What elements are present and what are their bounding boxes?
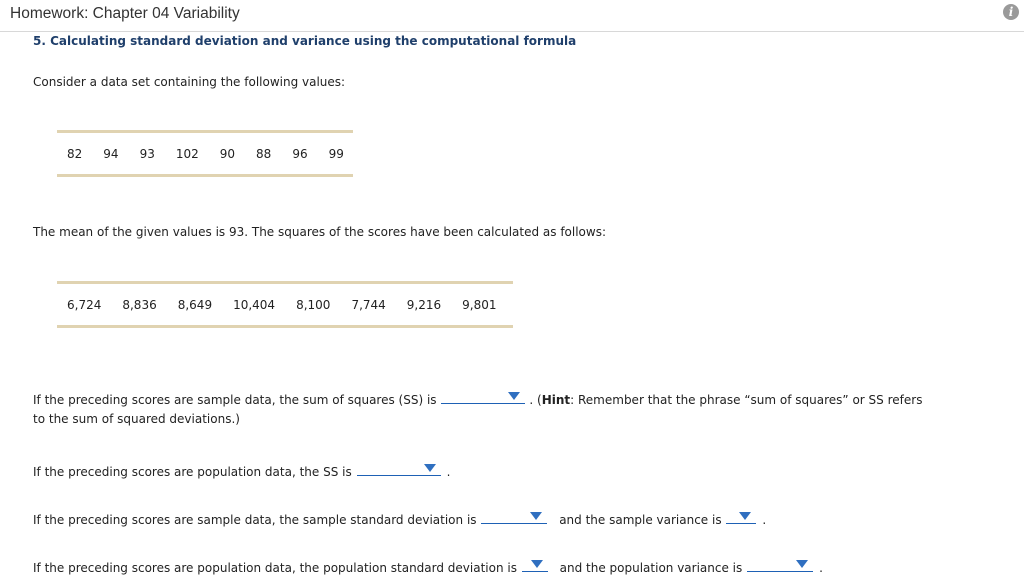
prompt-text: If the preceding scores are sample data, the sample standard deviation is: [33, 513, 477, 527]
question-population-ss: [33, 460, 450, 479]
square-cell: 8,100: [296, 297, 331, 312]
hint-text-line2: to the sum of squared deviations.): [33, 412, 240, 426]
hint-label: Hint: [541, 393, 571, 407]
value-cell: 102: [175, 146, 199, 161]
values-table: [57, 130, 353, 177]
prompt-text: and the sample variance is: [559, 513, 722, 527]
chevron-down-icon: [796, 560, 808, 568]
value-cell: 96: [292, 146, 308, 161]
prompt-text: If the preceding scores are population data, the population standard deviation is: [33, 561, 517, 575]
value-cell: 88: [256, 146, 272, 161]
value-cell: 90: [219, 146, 236, 161]
punct: . (: [529, 393, 542, 407]
chevron-down-icon: [424, 464, 436, 472]
chevron-down-icon: [508, 392, 520, 400]
chevron-down-icon: [530, 512, 542, 520]
page-title: Homework: Chapter 04 Variability: [10, 5, 240, 22]
punct: .: [762, 513, 767, 527]
square-cell: 8,836: [122, 297, 157, 312]
header-bar: [0, 0, 1024, 32]
question-sample-ss: [33, 388, 922, 407]
value-cell: 93: [139, 146, 155, 161]
squares-table: [57, 281, 513, 328]
population-sd-dropdown[interactable]: [522, 556, 548, 572]
value-cell: 82: [67, 146, 83, 161]
square-cell: 7,744: [351, 297, 386, 312]
question-sample-sd-variance: [33, 508, 766, 527]
sample-ss-dropdown[interactable]: [441, 388, 525, 404]
question-population-sd-variance: [33, 556, 823, 575]
question-title: 5. Calculating standard deviation and variance using the computational formula: [33, 34, 577, 48]
chevron-down-icon: [739, 512, 751, 520]
population-ss-dropdown[interactable]: [357, 460, 441, 476]
intro-text: Consider a data set containing the following values:: [33, 75, 346, 89]
square-cell: 10,404: [233, 297, 276, 312]
prompt-text: and the population variance is: [559, 561, 743, 575]
value-cell: 94: [103, 146, 119, 161]
sample-sd-dropdown[interactable]: [481, 508, 547, 524]
square-cell: 8,649: [177, 297, 213, 312]
punct: .: [446, 465, 451, 479]
square-cell: 9,801: [462, 297, 497, 312]
population-variance-dropdown[interactable]: [747, 556, 813, 572]
punct: .: [819, 561, 823, 575]
chevron-down-icon: [531, 560, 543, 568]
sample-variance-dropdown[interactable]: [726, 508, 756, 524]
mean-text: The mean of the given values is 93. The squares of the scores have been calculated as follows:: [33, 225, 607, 239]
hint-text: : Remember that the phrase “sum of squares” or SS refers: [570, 393, 923, 407]
square-cell: 9,216: [406, 297, 442, 312]
value-cell: 99: [328, 146, 344, 161]
prompt-text: If the preceding scores are population data, the SS is: [33, 465, 352, 479]
info-icon[interactable]: i: [1003, 4, 1019, 20]
prompt-text: If the preceding scores are sample data, the sum of squares (SS) is: [33, 393, 437, 407]
square-cell: 6,724: [67, 297, 102, 312]
